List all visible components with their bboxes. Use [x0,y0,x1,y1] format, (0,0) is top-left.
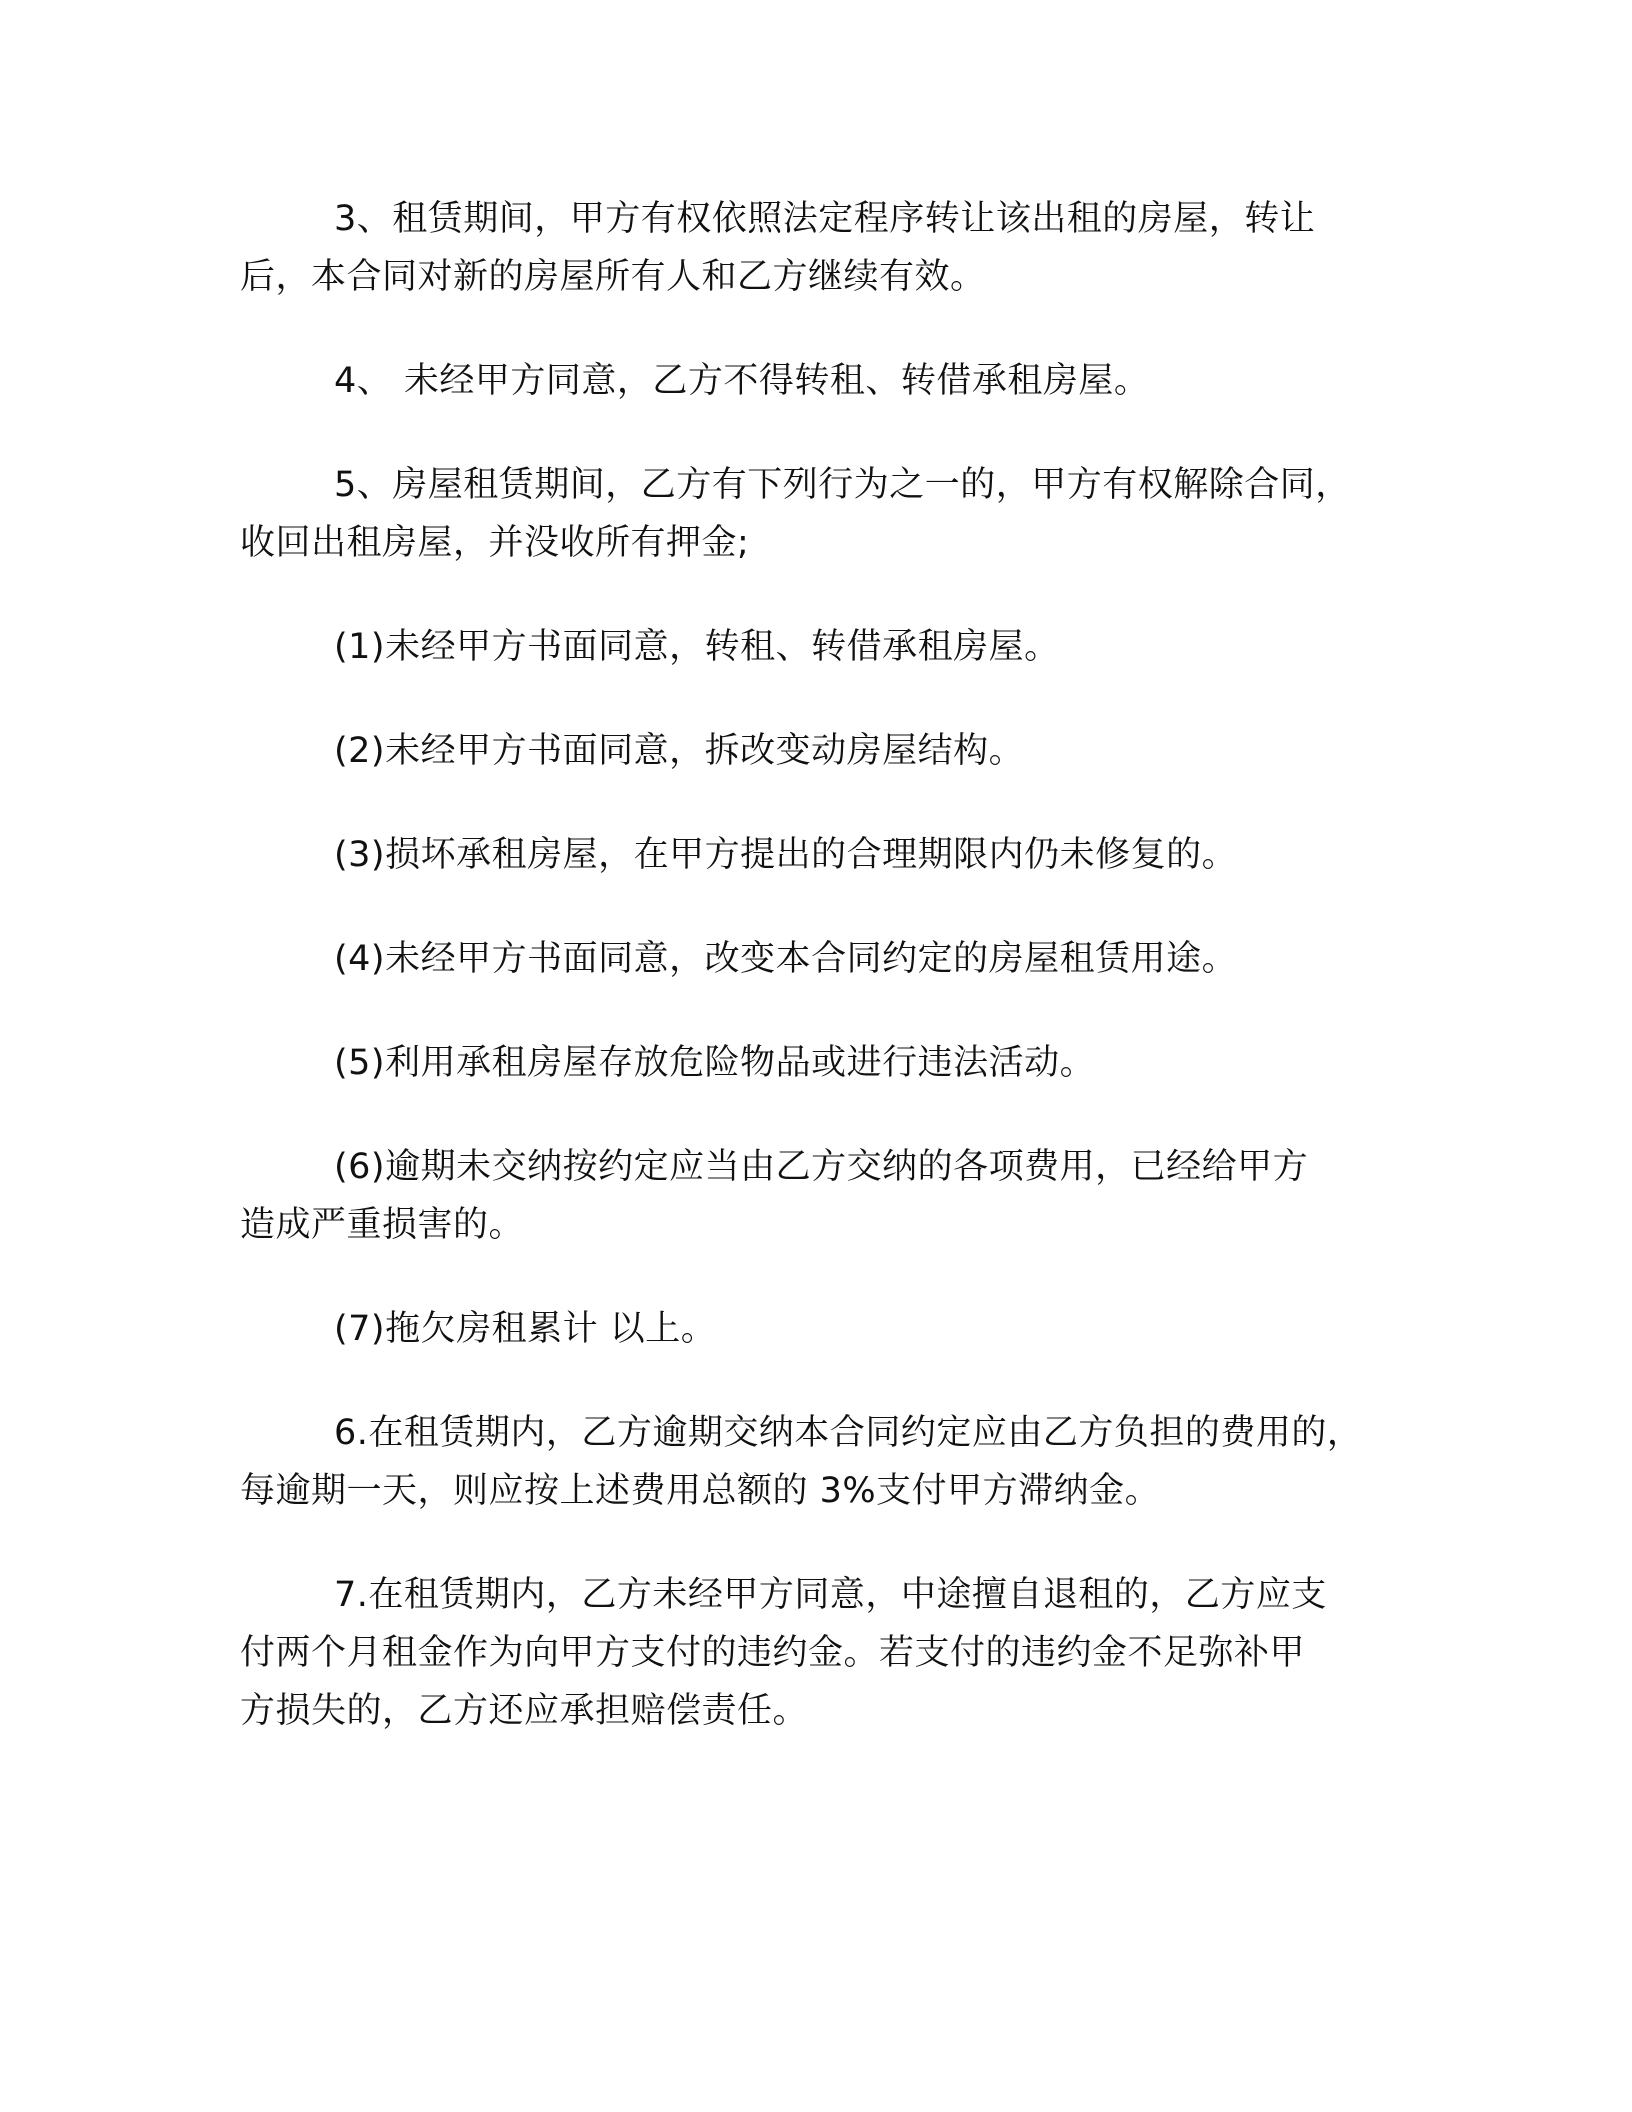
clause-line: 4、 未经甲方同意，乙方不得转租、转借承租房屋。 [334,361,1150,401]
clause-line: 7.在租赁期内，乙方未经甲方同意，中途擅自退租的，乙方应支 [334,1575,1327,1615]
clause-line: 后，本合同对新的房屋所有人和乙方继续有效。 [240,257,986,297]
clause-7 [240,1566,1405,1740]
document-body [240,190,1405,1786]
clause-line: (5)利用承租房屋存放危险物品或进行违法活动。 [334,1043,1096,1083]
clause-line: 6.在租赁期内，乙方逾期交纳本合同约定应由乙方负担的费用的， [334,1413,1363,1453]
clause-line: (2)未经甲方书面同意，拆改变动房屋结构。 [334,731,1025,771]
clause-line: (6)逾期未交纳按约定应当由乙方交纳的各项费用，已经给甲方 [334,1147,1309,1187]
clause-line: (1)未经甲方书面同意，转租、转借承租房屋。 [334,627,1060,667]
clause-3 [240,190,1405,306]
clause-line: 5、房屋租赁期间，乙方有下列行为之一的，甲方有权解除合同， [334,465,1351,505]
sub-item-2 [240,722,1405,780]
clause-4 [240,352,1405,410]
clause-line: 造成严重损害的。 [240,1205,525,1245]
clause-line: (3)损坏承租房屋，在甲方提出的合理期限内仍未修复的。 [334,835,1238,875]
sub-item-7 [240,1300,1405,1358]
clause-line: 3、租赁期间，甲方有权依照法定程序转让该出租的房屋，转让 [334,199,1316,239]
clause-line: 收回出租房屋，并没收所有押金; [240,523,750,563]
sub-item-5 [240,1034,1405,1092]
clause-line: (7)拖欠房租累计 以上。 [334,1309,717,1349]
clause-line: 付两个月租金作为向甲方支付的违约金。若支付的违约金不足弥补甲 [240,1633,1306,1673]
clause-6 [240,1404,1405,1520]
clause-line: 方损失的，乙方还应承担赔偿责任。 [240,1691,809,1731]
sub-item-3 [240,826,1405,884]
sub-item-1 [240,618,1405,676]
sub-item-4 [240,930,1405,988]
clause-line: 每逾期一天，则应按上述费用总额的 3%支付甲方滞纳金。 [240,1471,1161,1511]
clause-line: (4)未经甲方书面同意，改变本合同约定的房屋租赁用途。 [334,939,1238,979]
clause-5 [240,456,1405,572]
sub-item-6 [240,1138,1405,1254]
